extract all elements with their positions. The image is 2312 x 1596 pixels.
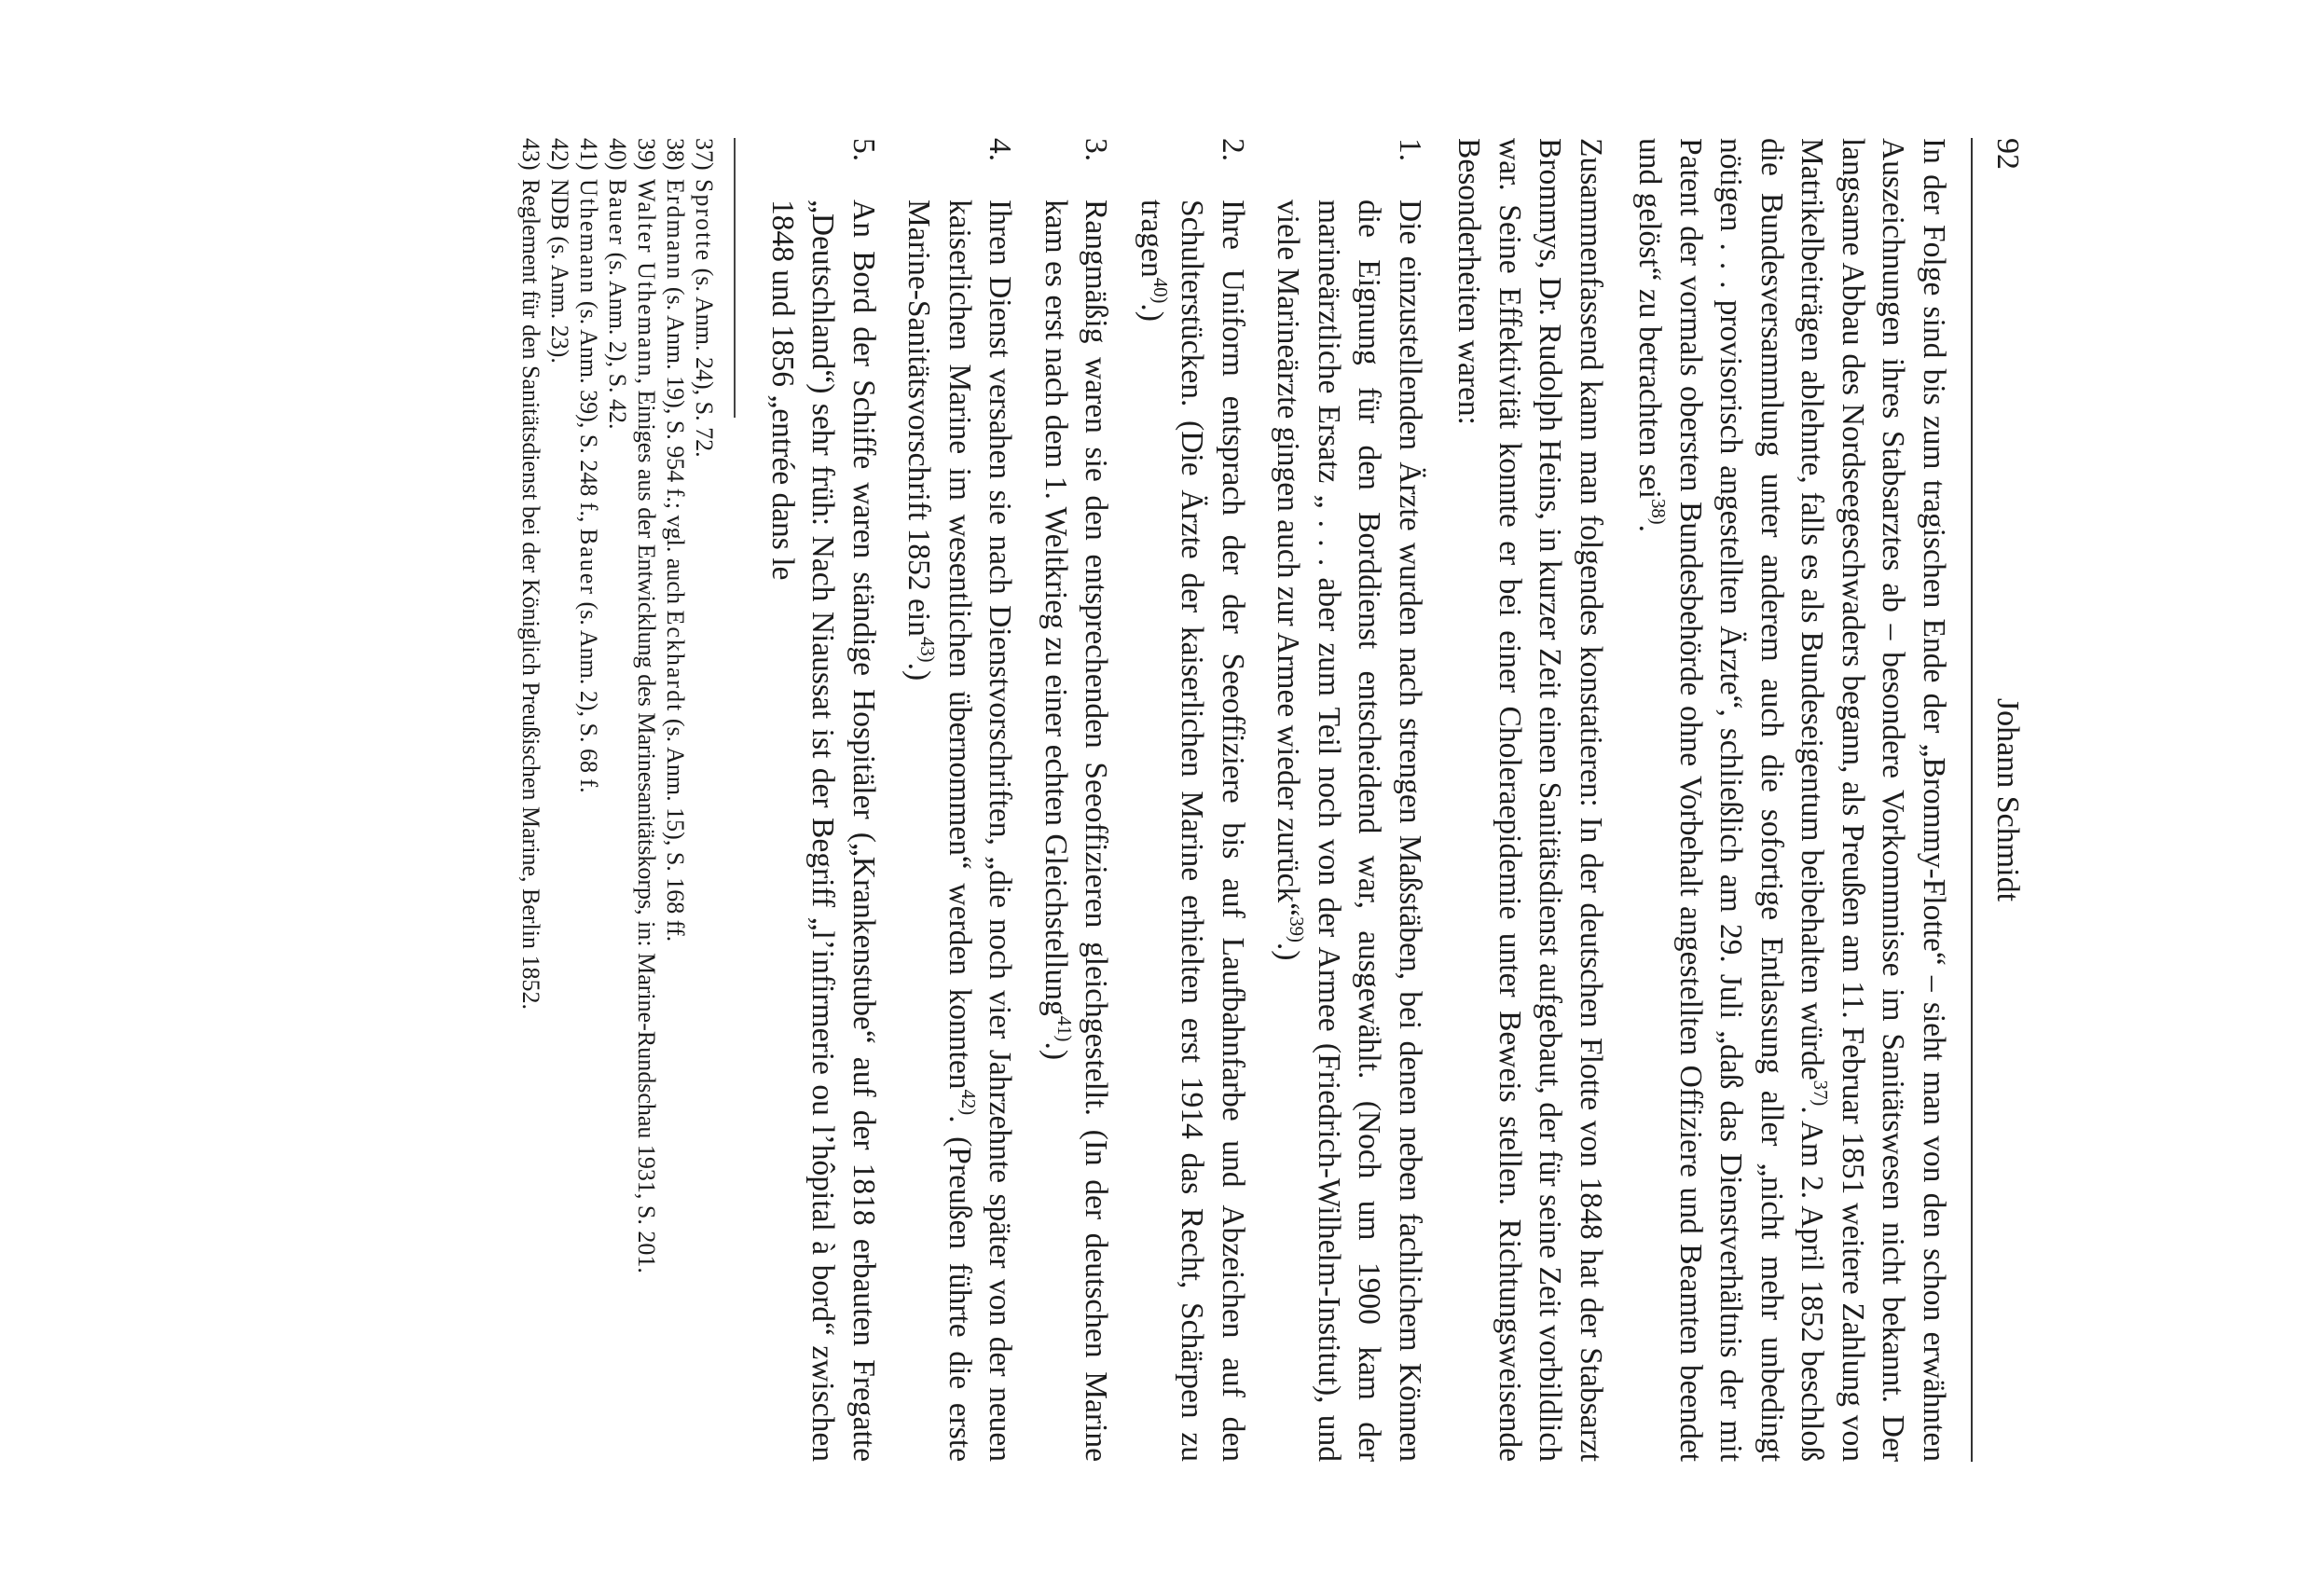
footnote: 41) Uthemann (s. Anm. 39), S. 248 f., Bauer (s. Anm. 2), S. 68 f.: [575, 138, 603, 793]
footnote-number: 39): [633, 138, 661, 171]
running-head: Johann Schmidt: [1990, 697, 2025, 902]
footnote: 43) Reglement für den Sanitätsdienst bei der Königlich Preußischen Marine, Berlin 1852.: [517, 138, 545, 1011]
list-item: 5. An Bord der Schiffe waren ständige Hospitäler („Krankenstube“ auf der 1818 erbauten Fregatte „Deutschland“) sehr früh: Nach Niaussat ist der Begriff „l’infirmerie ou l’hôpital à bord“ zwischen 1848 und 1856 „entrée dans le: [763, 138, 885, 1462]
intro-paragraph: In der Folge sind bis zum tragischen Ende der „Brommy-Flotte“ – sieht man von den schon erwähnten Auszeichnungen ihres Stabsarztes ab – besondere Vorkommnisse im Sanitätswesen nicht bekannt. Der langsame Abbau des Nordseegeschwaders begann, als Preußen am 11. Februar 1851 weitere Zahlung von Matrikelbeiträgen ablehnte, falls es als Bundeseigentum beibehalten würde$^{37)}$. Am 2. April 1852 beschloß die Bundesversammlung unter anderem auch die sofortige Entlassung aller „nicht mehr unbedingt nötigen . . . provisorisch angestellten Ärzte“, schließlich am 29. Juli „daß das Dienstverhältnis der mit Patent der vormals obersten Bundesbehörde ohne Vorbehalt angestellten Offiziere und Beamten beendet und gelöst“ zu betrachten sei$^{38)}$.: [1632, 138, 1951, 1462]
footnote-number: 38): [662, 138, 690, 171]
key-points-list: [763, 138, 1431, 1462]
page-number: 92: [1990, 138, 2025, 170]
list-item: 1. Die einzustellenden Ärzte wurden nach strengen Maßstäben, bei denen neben fachlichem Können die Eignung für den Borddienst entscheidend war, ausgewählt. (Noch um 1900 kam der marineärztliche Ersatz „ . . . aber zum Teil noch von der Armee (Friedrich-Wilhelm-Institut), und viele Marineärzte gingen auch zur Armee wieder zurück“$^{39)}$.): [1268, 138, 1430, 1462]
list-item-number: 3.: [1079, 138, 1114, 162]
footnote-number: 40): [604, 138, 632, 171]
footnote-ref: 41): [1053, 1015, 1075, 1042]
footnote-ref: 38): [1647, 498, 1670, 525]
footnote: 39) Walter Uthemann, Einiges aus der Entwicklung des Marinesanitätskorps, in: Marine-Rundschau 1931, S. 201.: [633, 138, 661, 1273]
summary-paragraph: Zusammenfassend kann man folgendes konstatieren: In der deutschen Flotte von 1848 hat der Stabsarzt Brommys, Dr. Rudolph Heins, in kurzer Zeit einen Sanitätsdienst aufgebaut, der für seine Zeit vorbildlich war. Seine Effektivität konnte er bei einer Choleraepidemie unter Beweis stellen. Richtungsweisende Besonderheiten waren:: [1452, 138, 1608, 1462]
footnote-number: 42): [546, 138, 574, 171]
main-text: [517, 138, 1955, 1462]
list-item-number: 4.: [983, 138, 1018, 162]
footnote: 37) Sprotte (s. Anm. 24), S. 72.: [691, 138, 719, 458]
footnote-number: 41): [575, 138, 603, 171]
list-item: 2. Ihre Uniform entsprach der der Seeoffiziere bis auf Laufbahnfarbe und Abzeichen auf den Schulterstücken. (Die Ärzte der kaiserlichen Marine erhielten erst 1914 das Recht, Schärpen zu tragen$^{40)}$.): [1132, 138, 1254, 1462]
footnote-ref: 39): [1286, 916, 1308, 942]
footnotes: [517, 138, 720, 1462]
list-item-number: 1.: [1393, 138, 1427, 162]
footnote-ref: 37): [1810, 1080, 1832, 1107]
footnote-ref: 40): [1149, 277, 1171, 304]
footnote-divider: [735, 138, 736, 418]
list-item: 4. Ihren Dienst versahen sie nach Dienstvorschriften, „die noch vier Jahrzehnte später von der neuen kaiserlichen Marine im wesentlichen übernommen“ werden konnten$^{42)}$. (Preußen führte die erste Marine-Sanitätsvorschrift 1852 ein$^{43)}$.): [899, 138, 1021, 1462]
list-item: 3. Rangmäßig waren sie den entsprechenden Seeoffizieren gleichgestellt. (In der deutschen Marine kam es erst nach dem 1. Weltkrieg zu einer echten Gleichstellung$^{41)}$.): [1036, 138, 1117, 1462]
footnote-number: 43): [517, 138, 545, 171]
footnote-number: 37): [691, 138, 719, 171]
footnote: 42) NDB (s. Anm. 23).: [546, 138, 574, 364]
rotated-text-block: [280, 138, 2032, 1462]
list-item-number: 2.: [1216, 138, 1250, 162]
footnote: 40) Bauer (s. Anm. 2), S. 42.: [604, 138, 632, 430]
footnote-ref: 42): [956, 1089, 979, 1116]
list-item-number: 5.: [846, 138, 881, 162]
footnote-ref: 43): [916, 636, 939, 663]
footnote: 38) Erdmann (s. Anm. 19), S. 954 f.; vgl. auch Eckhardt (s. Anm. 15), S. 168 ff.: [662, 138, 690, 942]
page-header: [1971, 138, 2032, 1462]
